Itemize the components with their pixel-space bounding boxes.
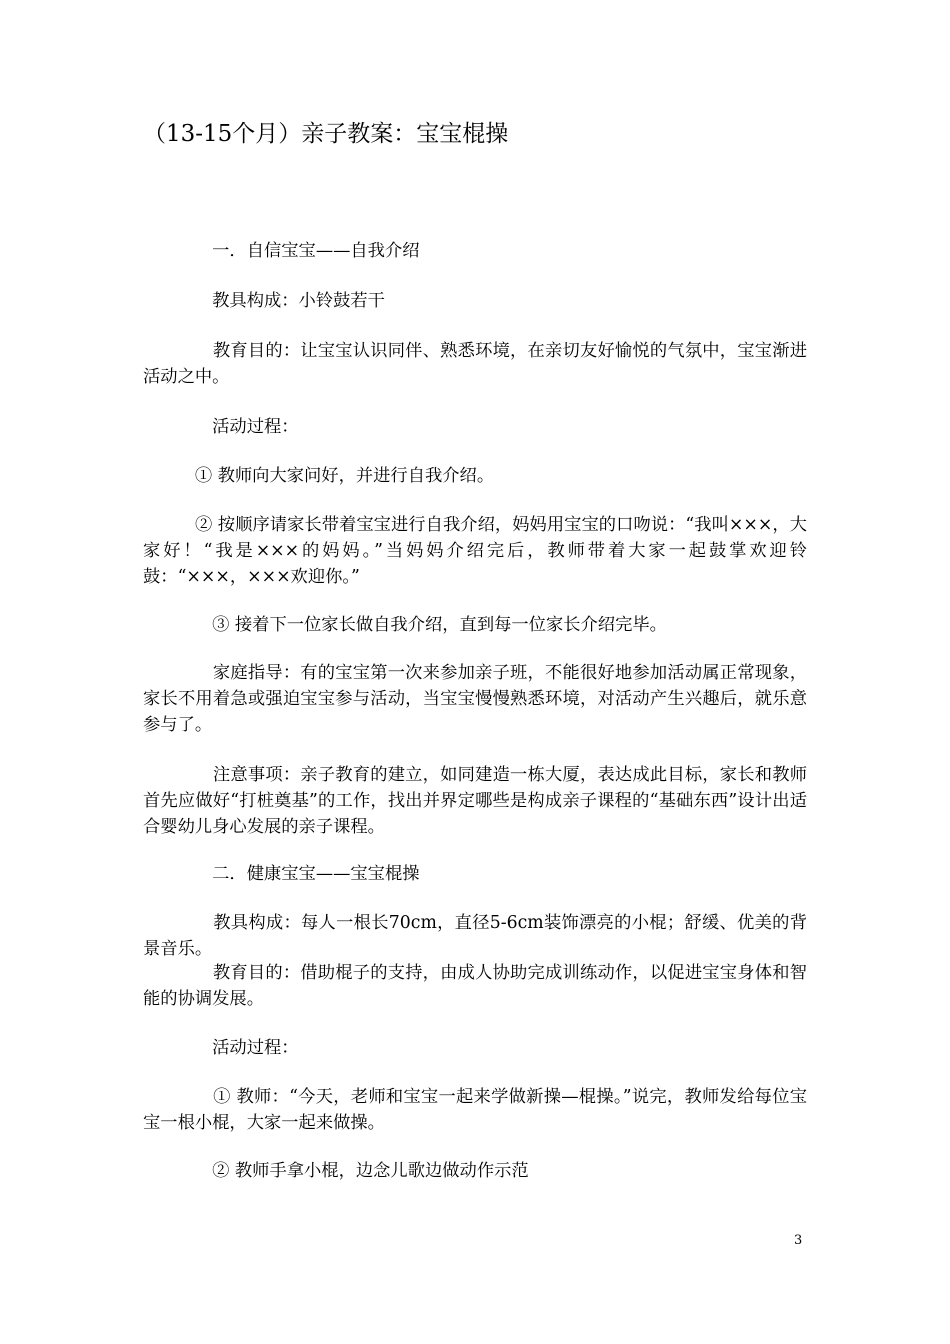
- paragraph-step-5: ② 教师手拿小棍，边念儿歌边做动作示范: [143, 1161, 529, 1181]
- paragraph-step-2: ② 按顺序请家长带着宝宝进行自我介绍，妈妈用宝宝的口吻说：“我叫×××，大家好！“我是×××的妈妈。”当妈妈介绍完后，教师带着大家一起鼓掌欢迎铃鼓：“×××，×××欢迎你。”: [143, 515, 807, 587]
- paragraph-goal-2: 教育目的：借助棍子的支持，由成人协助完成训练动作，以促进宝宝身体和智 能的协调发展。: [143, 963, 807, 1009]
- paragraph-step-1: ① 教师向大家问好，并进行自我介绍。: [143, 466, 495, 486]
- paragraph-goal-1: 教育目的：让宝宝认识同伴、熟悉环境，在亲切友好愉悦的气氛中，宝宝渐进 活动之中。: [143, 341, 807, 387]
- paragraph-notes: 注意事项：亲子教育的建立，如同建造一栋大厦，表达成此目标，家长和教师首先应做好“打桩奠基”的工作，找出并界定哪些是构成亲子课程的“基础东西”设计出适合婴幼儿身心发展的亲子课程。: [143, 765, 807, 837]
- paragraph-process-label-2: 活动过程：: [143, 1038, 299, 1058]
- section-heading-1: 一．自信宝宝——自我介绍: [143, 241, 420, 261]
- page-number: 3: [794, 1233, 803, 1248]
- paragraph-step-4: ① 教师：“今天，老师和宝宝一起来学做新操—棍操。”说完，教师发给每位宝宝一根小棍，大家一起来做操。: [143, 1087, 807, 1133]
- paragraph-materials-2: 教具构成：每人一根长70cm，直径5-6cm装饰漂亮的小棍；舒缓、优美的背景音乐。: [143, 913, 807, 959]
- paragraph-materials-1: 教具构成：小铃鼓若干: [143, 291, 385, 311]
- section-heading-2: 二．健康宝宝——宝宝棍操: [143, 864, 420, 884]
- paragraph-process-label-1: 活动过程：: [143, 417, 299, 437]
- paragraph-family-guidance: 家庭指导：有的宝宝第一次来参加亲子班，不能很好地参加活动属正常现象，家长不用着急或强迫宝宝参与活动，当宝宝慢慢熟悉环境，对活动产生兴趣后，就乐意参与了。: [143, 663, 807, 735]
- document-title: （13-15个月）亲子教案：宝宝棍操: [143, 121, 509, 147]
- paragraph-step-3: ③ 接着下一位家长做自我介绍，直到每一位家长介绍完毕。: [143, 615, 667, 635]
